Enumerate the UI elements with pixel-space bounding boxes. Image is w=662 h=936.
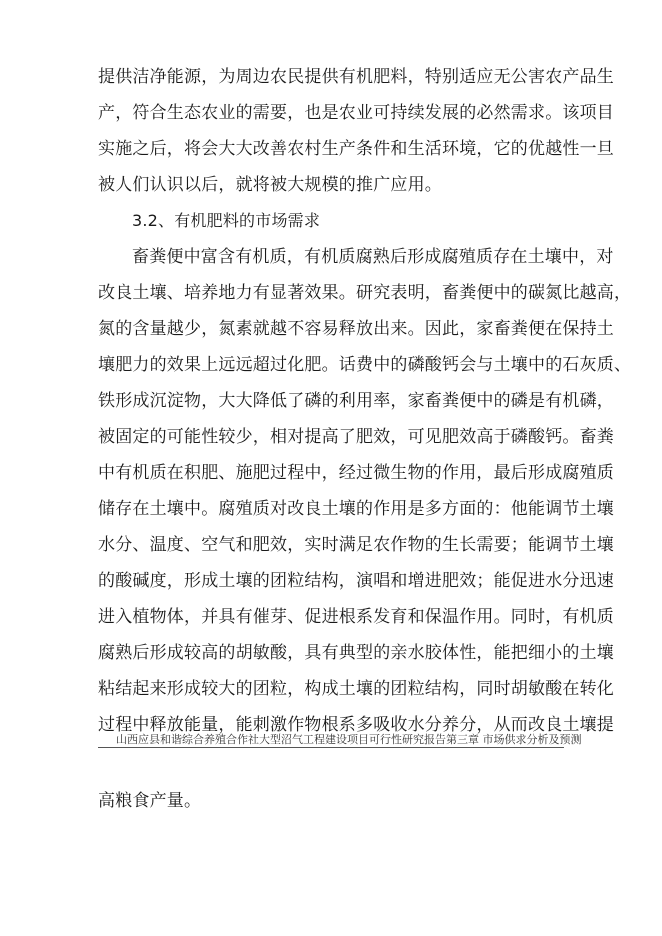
paragraph-2-line-4: 壤肥力的效果上远远超过化肥。话费中的磷酸钙会与土壤中的石灰质、 [98, 355, 632, 375]
paragraph-2-line-9: 水分、温度、空气和肥效，实时满足农作物的生长需要；能调节土壤 [98, 535, 614, 555]
section-heading: 3.2、有机肥料的市场需求 [132, 211, 321, 230]
paragraph-1-line-3: 实施之后，将会大大改善农村生产条件和生活环境，它的优越性一旦 [98, 139, 614, 159]
paragraph-2-line-11: 进入植物体，并具有催芽、促进根系发育和保温作用。同时，有机质 [98, 607, 614, 627]
paragraph-2-line-14: 过程中释放能量，能刺激作物根系多吸收水分养分，从而改良土壤提 [98, 715, 614, 735]
paragraph-2-line-6: 被固定的可能性较少，相对提高了肥效，可见肥效高于磷酸钙。畜粪 [98, 427, 614, 447]
paragraph-2-line-1: 畜粪便中富含有机质，有机质腐熟后形成腐殖质存在土壤中，对 [132, 247, 614, 267]
paragraph-2-line-3: 氮的含量越少，氮素就越不容易释放出来。因此，家畜粪便在保持土 [98, 319, 614, 339]
paragraph-2-line-8: 储存在土壤中。腐殖质对改良土壤的作用是多方面的：他能调节土壤 [98, 499, 614, 519]
paragraph-1-line-1: 提供洁净能源，为周边农民提供有机肥料，特别适应无公害农产品生 [98, 67, 614, 87]
paragraph-2-line-5: 铁形成沉淀物，大大降低了磷的利用率，家畜粪便中的磷是有机磷， [98, 391, 614, 411]
paragraph-2-line-2: 改良土壤、培养地力有显著效果。研究表明，畜粪便中的碳氮比越高， [98, 283, 632, 303]
paragraph-2-line-13: 粘结起来形成较大的团粒，构成土壤的团粒结构，同时胡敏酸在转化 [98, 679, 614, 699]
paragraph-1-line-2: 产，符合生态农业的需要，也是农业可持续发展的必然需求。该项目 [98, 103, 614, 123]
paragraph-2-line-10: 的酸碱度，形成土壤的团粒结构，演唱和增进肥效；能促进水分迅速 [98, 571, 614, 591]
page-footer: 山西应县和谐综合养殖合作社大型沼气工程建设项目可行性研究报告第三章 市场供求分析及预测 [116, 733, 582, 746]
paragraph-2-line-7: 中有机质在积肥、施肥过程中，经过微生物的作用，最后形成腐殖质 [98, 463, 614, 483]
footer-divider [98, 747, 564, 748]
continuation-line: 高粮食产量。 [98, 791, 202, 811]
paragraph-2-line-12: 腐熟后形成较高的胡敏酸，具有典型的亲水胶体性，能把细小的土壤 [98, 643, 614, 663]
paragraph-1-line-4: 被人们认识以后，就将被大规模的推广应用。 [98, 175, 442, 195]
